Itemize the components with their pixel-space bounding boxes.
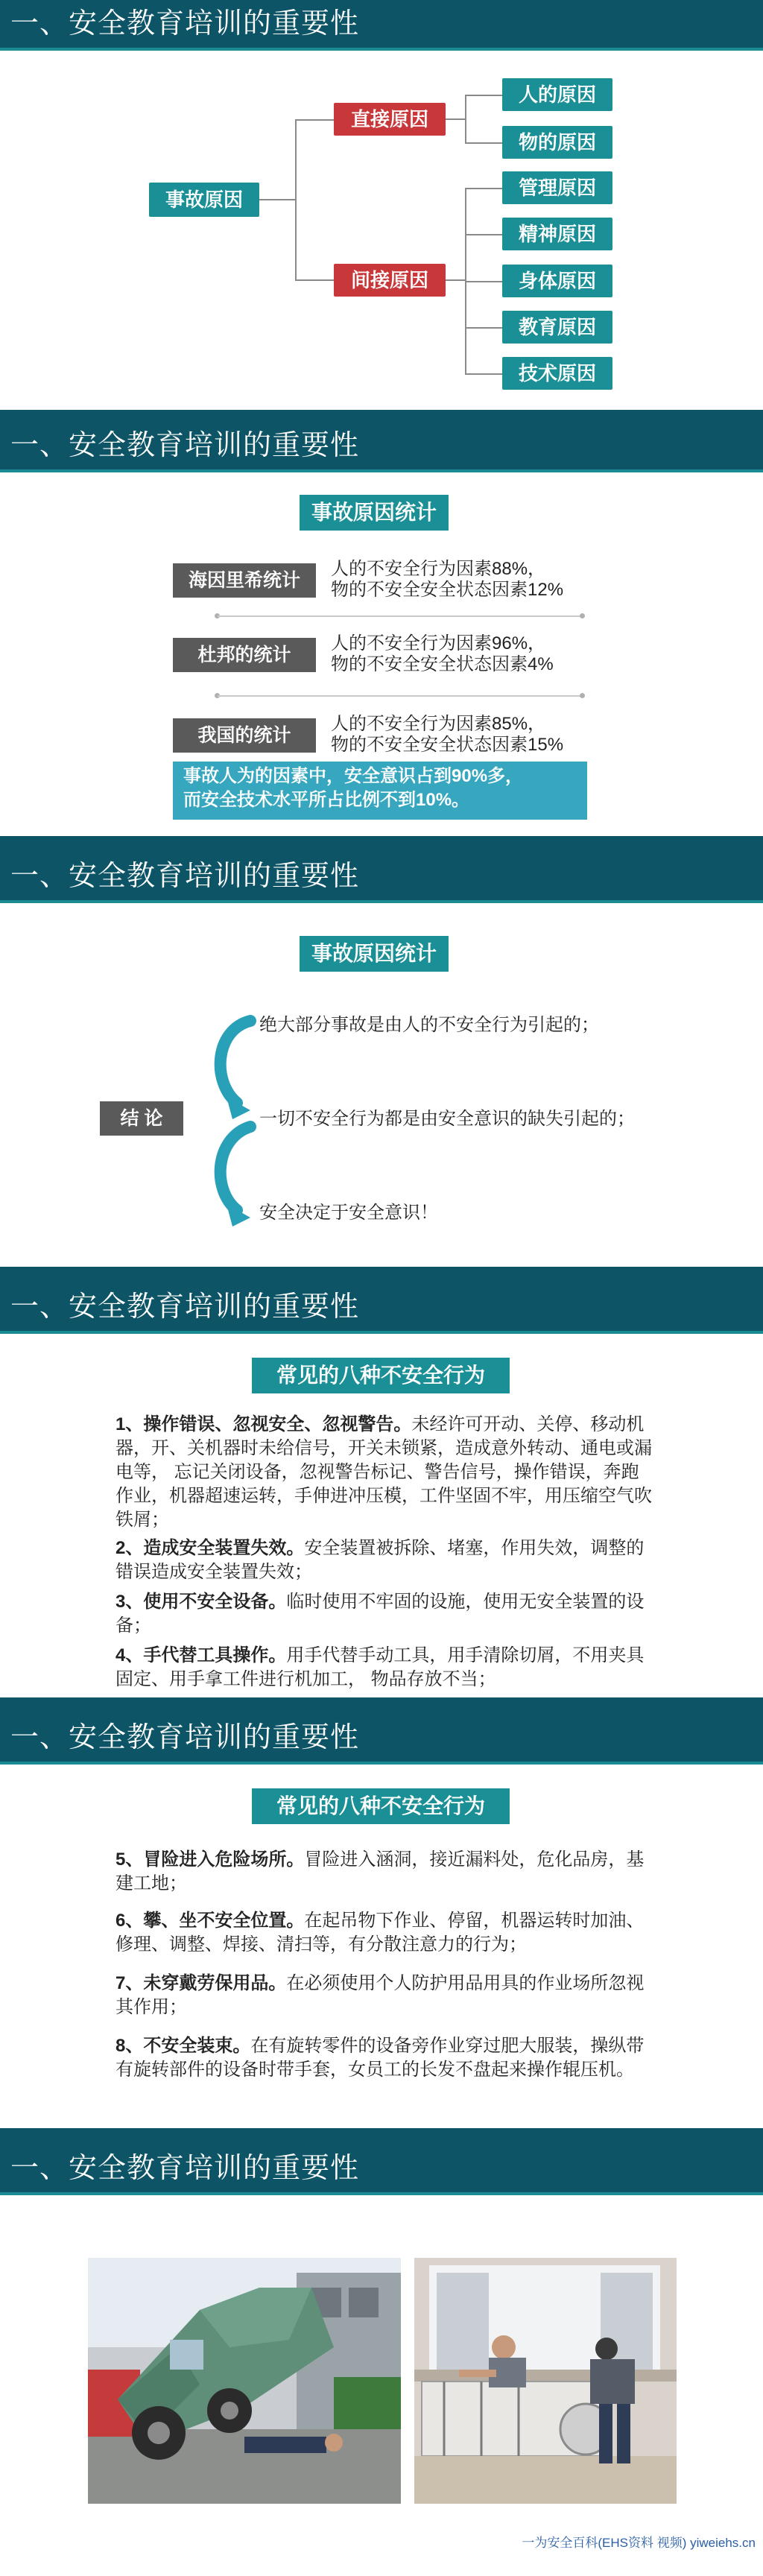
cause-item-box: 管理原因 bbox=[502, 171, 612, 204]
stat-line: 物的不安全安全状态因素15% bbox=[331, 735, 564, 755]
section-title: 一、安全教育培训的重要性 bbox=[10, 1722, 360, 1753]
slide-separator bbox=[0, 1267, 763, 1283]
section-title: 一、安全教育培训的重要性 bbox=[10, 2153, 360, 2184]
behavior-item bbox=[115, 1537, 656, 1584]
behaviors-chip: 常见的八种不安全行为 bbox=[252, 1358, 510, 1393]
cause-item-box: 人的原因 bbox=[502, 78, 612, 111]
section-title: 一、安全教育培训的重要性 bbox=[10, 430, 360, 461]
connector bbox=[465, 373, 502, 375]
section-header bbox=[0, 1283, 763, 1334]
conclusion-item: 安全决定于安全意识！ bbox=[259, 1203, 438, 1223]
stats-chip: 事故原因统计 bbox=[300, 936, 449, 972]
stat-line: 人的不安全行为因素85%， bbox=[331, 714, 546, 734]
slide-conclusion bbox=[0, 852, 763, 1267]
connector bbox=[295, 119, 297, 280]
slide-photos bbox=[0, 2145, 763, 2576]
slide-separator bbox=[0, 410, 763, 422]
row-divider bbox=[218, 695, 583, 697]
connector bbox=[446, 279, 465, 281]
behavior-item bbox=[115, 1909, 656, 1957]
truck-accident-photo bbox=[88, 2258, 401, 2504]
direct-cause-box: 直接原因 bbox=[334, 103, 446, 136]
stat-line: 物的不安全安全状态因素12% bbox=[331, 580, 564, 600]
divider-dot bbox=[580, 693, 585, 698]
behaviors-chip: 常见的八种不安全行为 bbox=[252, 1788, 510, 1824]
stat-line: 物的不安全安全状态因素4% bbox=[331, 654, 554, 674]
slide-separator bbox=[0, 1697, 763, 1714]
behavior-head: 6、攀、坐不安全位置。 bbox=[115, 1911, 305, 1931]
stat-label: 海因里希统计 bbox=[173, 563, 316, 598]
site-footer: 一为安全百科(EHS资料 视频) yiweiehs.cn bbox=[522, 2536, 756, 2550]
behavior-head: 8、不安全装束。 bbox=[115, 2036, 251, 2056]
stats-chip: 事故原因统计 bbox=[300, 495, 449, 531]
section-title: 一、安全教育培训的重要性 bbox=[10, 861, 360, 892]
behavior-head: 3、使用不安全设备。 bbox=[115, 1592, 287, 1612]
section-header bbox=[0, 1714, 763, 1765]
slide-separator bbox=[0, 836, 763, 852]
connector bbox=[259, 199, 295, 200]
connector bbox=[465, 327, 502, 329]
stat-line: 人的不安全行为因素96%， bbox=[331, 633, 546, 654]
section-header bbox=[0, 852, 763, 903]
behavior-head: 4、手代替工具操作。 bbox=[115, 1645, 287, 1665]
cause-item-box: 精神原因 bbox=[502, 218, 612, 250]
stat-line: 人的不安全行为因素88%， bbox=[331, 559, 546, 579]
slide-separator bbox=[0, 2128, 763, 2145]
cause-item-box: 物的原因 bbox=[502, 126, 612, 159]
behavior-text: 在必须使用个人防护用品用具的作业场所忽视其作用； bbox=[115, 1973, 645, 2017]
connector bbox=[465, 95, 502, 96]
cause-item-box: 技术原因 bbox=[502, 357, 612, 390]
behavior-text: 用手代替手动工具，用手清除切屑，不用夹具固定、用手拿工件进行机加工， 物品存放不当； bbox=[115, 1645, 645, 1689]
behavior-text: 临时使用不牢固的设施，使用无安全装置的设备； bbox=[115, 1592, 645, 1636]
conclusion-item: 绝大部分事故是由人的不安全行为引起的； bbox=[259, 1015, 599, 1035]
behavior-head: 5、冒险进入危险场所。 bbox=[115, 1849, 305, 1870]
connector bbox=[465, 234, 502, 235]
cause-item-box: 教育原因 bbox=[502, 311, 612, 344]
summary-note bbox=[173, 762, 587, 820]
divider-dot bbox=[580, 613, 585, 618]
behavior-head: 1、操作错误、忽视安全、忽视警告。 bbox=[115, 1414, 412, 1434]
behavior-head: 2、造成安全装置失效。 bbox=[115, 1538, 305, 1558]
connector bbox=[465, 188, 502, 189]
conclusion-item: 一切不安全行为都是由安全意识的缺失引起的； bbox=[259, 1109, 635, 1129]
connector bbox=[465, 281, 502, 282]
behavior-text: 在有旋转零件的设备旁作业穿过肥大服装，操纵带有旋转部件的设备时带手套，女员工的长发不盘起来操作辊压机。 bbox=[115, 2036, 645, 2080]
slide-unsafe-behaviors-1 bbox=[0, 1283, 763, 1697]
behavior-item bbox=[115, 1644, 656, 1692]
section-header bbox=[0, 422, 763, 472]
conclusion-label: 结 论 bbox=[100, 1101, 183, 1136]
section-header bbox=[0, 0, 763, 51]
behavior-item bbox=[115, 1413, 656, 1532]
behavior-text: 未经许可开动、关停、移动机器，开、关机器时未给信号，开关未锁紧，造成意外转动、通电或漏电等， 忘记关闭设备，忽视警告标记、警告信号，操作错误，奔跑作业，机器超速运转，手伸进冲压模，工件坚固不牢，用压缩空气吹铁屑； bbox=[115, 1414, 652, 1530]
behavior-text: 安全装置被拆除、堵塞，作用失效，调整的错误造成安全装置失效； bbox=[115, 1538, 645, 1582]
connector bbox=[465, 142, 502, 144]
stat-label: 杜邦的统计 bbox=[173, 638, 316, 672]
connector bbox=[465, 95, 466, 144]
behavior-text: 在起吊物下作业、停留，机器运转时加油、修理、调整、焊接、清扫等，有分散注意力的行为； bbox=[115, 1911, 645, 1955]
connector bbox=[446, 118, 465, 120]
behavior-text: 冒险进入涵洞，接近漏料处，危化品房，基建工地； bbox=[115, 1849, 645, 1893]
behavior-item bbox=[115, 1972, 656, 2019]
behavior-item bbox=[115, 1848, 656, 1896]
behavior-item bbox=[115, 1590, 656, 1638]
window-unsafe-position-photo bbox=[414, 2258, 677, 2504]
summary-line: 事故人为的因素中，安全意识占到90%多， bbox=[183, 766, 524, 786]
section-title: 一、安全教育培训的重要性 bbox=[10, 8, 360, 39]
root-cause-box: 事故原因 bbox=[149, 183, 259, 217]
curved-arrows-icon bbox=[207, 1015, 267, 1238]
slide-accident-statistics bbox=[0, 422, 763, 836]
stat-label: 我国的统计 bbox=[173, 718, 316, 753]
connector bbox=[295, 279, 334, 281]
behavior-item bbox=[115, 2034, 656, 2082]
indirect-cause-box: 间接原因 bbox=[334, 264, 446, 297]
cause-item-box: 身体原因 bbox=[502, 265, 612, 297]
row-divider bbox=[218, 615, 583, 617]
slide-accident-causes-tree bbox=[0, 0, 763, 410]
section-header bbox=[0, 2145, 763, 2195]
behavior-head: 7、未穿戴劳保用品。 bbox=[115, 1973, 287, 1993]
section-title: 一、安全教育培训的重要性 bbox=[10, 1291, 360, 1323]
summary-line: 而安全技术水平所占比例不到10%。 bbox=[183, 790, 470, 810]
connector bbox=[295, 119, 334, 121]
slide-unsafe-behaviors-2 bbox=[0, 1714, 763, 2128]
